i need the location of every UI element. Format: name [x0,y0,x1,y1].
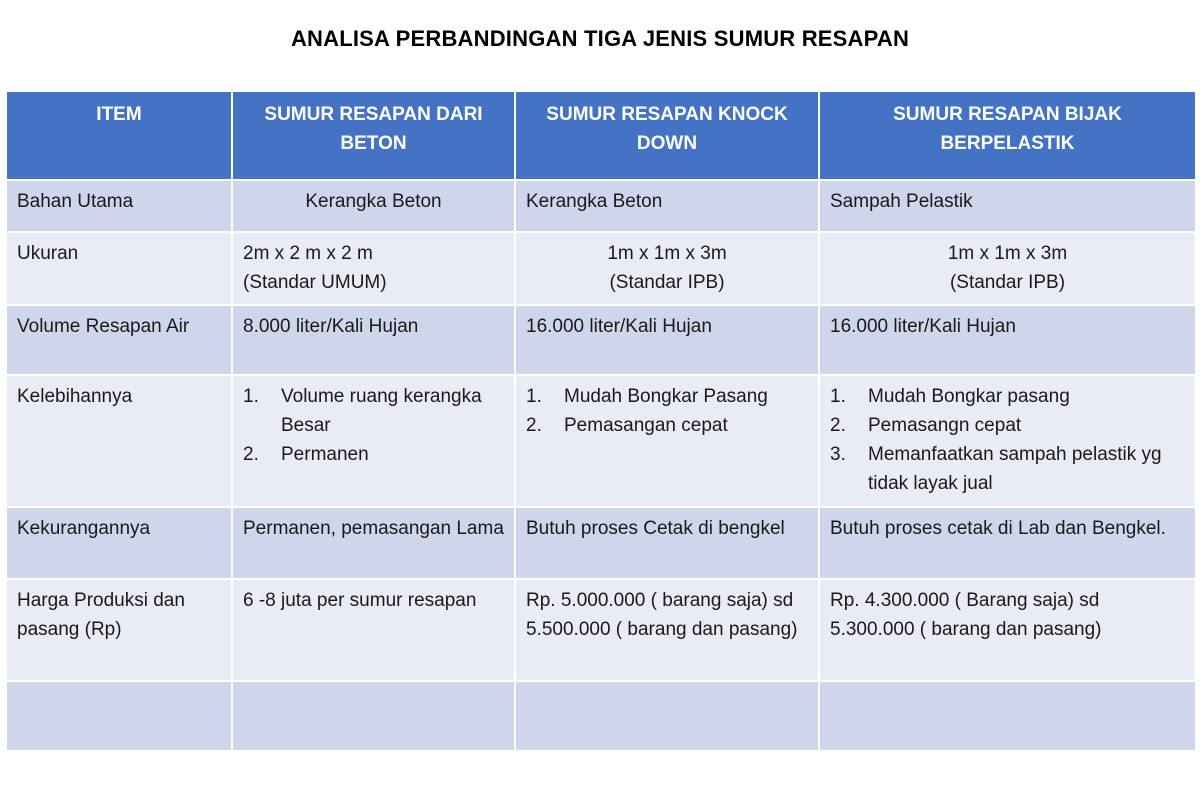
cell-beton: Kerangka Beton [232,180,515,232]
header-knock-down: SUMUR RESAPAN KNOCK DOWN [515,91,819,180]
cell-knock-down: Butuh proses Cetak di bengkel [515,507,819,579]
empty-cell [6,681,232,751]
size-standard: (Standar IPB) [949,272,1066,293]
list-number: 3. [830,444,846,465]
empty-cell [819,681,1196,751]
row-label: Ukuran [6,232,232,305]
cell-knock-down: 16.000 liter/Kali Hujan [515,305,819,375]
cell-bijak: Butuh proses cetak di Lab dan Bengkel. [819,507,1196,579]
row-label: Kelebihannya [6,375,232,507]
header-bijak-berpelastik: SUMUR RESAPAN BIJAK BERPELASTIK [819,91,1196,180]
table-row [6,507,1196,579]
list-item: 1. Mudah Bongkar Pasang [526,382,808,411]
size-value: 1m x 1m x 3m [607,243,727,264]
list-item: 2. Pemasangan cepat [526,411,808,440]
cell-knock-down: Kerangka Beton [515,180,819,232]
list-number: 2. [243,444,259,465]
list-number: 2. [526,415,542,436]
cell-beton [232,232,515,305]
row-label: Volume Resapan Air [6,305,232,375]
table-row-empty [6,681,1196,751]
page-title: ANALISA PERBANDINGAN TIGA JENIS SUMUR RESAPAN [290,26,910,51]
list-item: 1. Volume ruang kerangka Besar [243,382,504,440]
list-item: 1. Mudah Bongkar pasang [830,382,1185,411]
cell-bijak: Sampah Pelastik [819,180,1196,232]
size-value: 1m x 1m x 3m [947,243,1068,264]
header-beton: SUMUR RESAPAN DARI BETON [232,91,515,180]
row-label: Harga Produksi dan pasang (Rp) [6,579,232,681]
cell-beton: 8.000 liter/Kali Hujan [232,305,515,375]
advantages-list [830,382,1185,498]
table-header-row [6,91,1196,180]
comparison-table [5,90,1197,752]
list-number: 1. [526,386,542,407]
list-number: 2. [830,415,846,436]
cell-knock-down: Rp. 5.000.000 ( barang saja) sd 5.500.000 ( barang dan pasang) [515,579,819,681]
list-item: 2. Permanen [243,440,504,469]
cell-beton: Permanen, pemasangan Lama [232,507,515,579]
cell-knock-down [515,232,819,305]
empty-cell [515,681,819,751]
header-item: ITEM [6,91,232,180]
size-value: 2m x 2 m x 2 m [243,243,373,264]
cell-bijak: Rp. 4.300.000 ( Barang saja) sd 5.300.000 ( barang dan pasang) [819,579,1196,681]
list-item: 3. Memanfaatkan sampah pelastik yg tidak layak jual [830,440,1185,498]
cell-beton: 6 -8 juta per sumur resapan [232,579,515,681]
table-row [6,375,1196,507]
size-standard: (Standar UMUM) [243,272,387,293]
cell-bijak [819,375,1196,507]
cell-bijak [819,232,1196,305]
list-number: 1. [243,386,259,407]
cell-knock-down [515,375,819,507]
table-row [6,579,1196,681]
list-number: 1. [830,386,846,407]
row-label: Kekurangannya [6,507,232,579]
advantages-list [243,382,504,469]
cell-bijak: 16.000 liter/Kali Hujan [819,305,1196,375]
advantages-list [526,382,808,440]
list-item: 2. Pemasangn cepat [830,411,1185,440]
table-row [6,180,1196,232]
empty-cell [232,681,515,751]
row-label: Bahan Utama [6,180,232,232]
cell-beton [232,375,515,507]
size-standard: (Standar IPB) [609,272,725,293]
table-row [6,232,1196,305]
table-row [6,305,1196,375]
